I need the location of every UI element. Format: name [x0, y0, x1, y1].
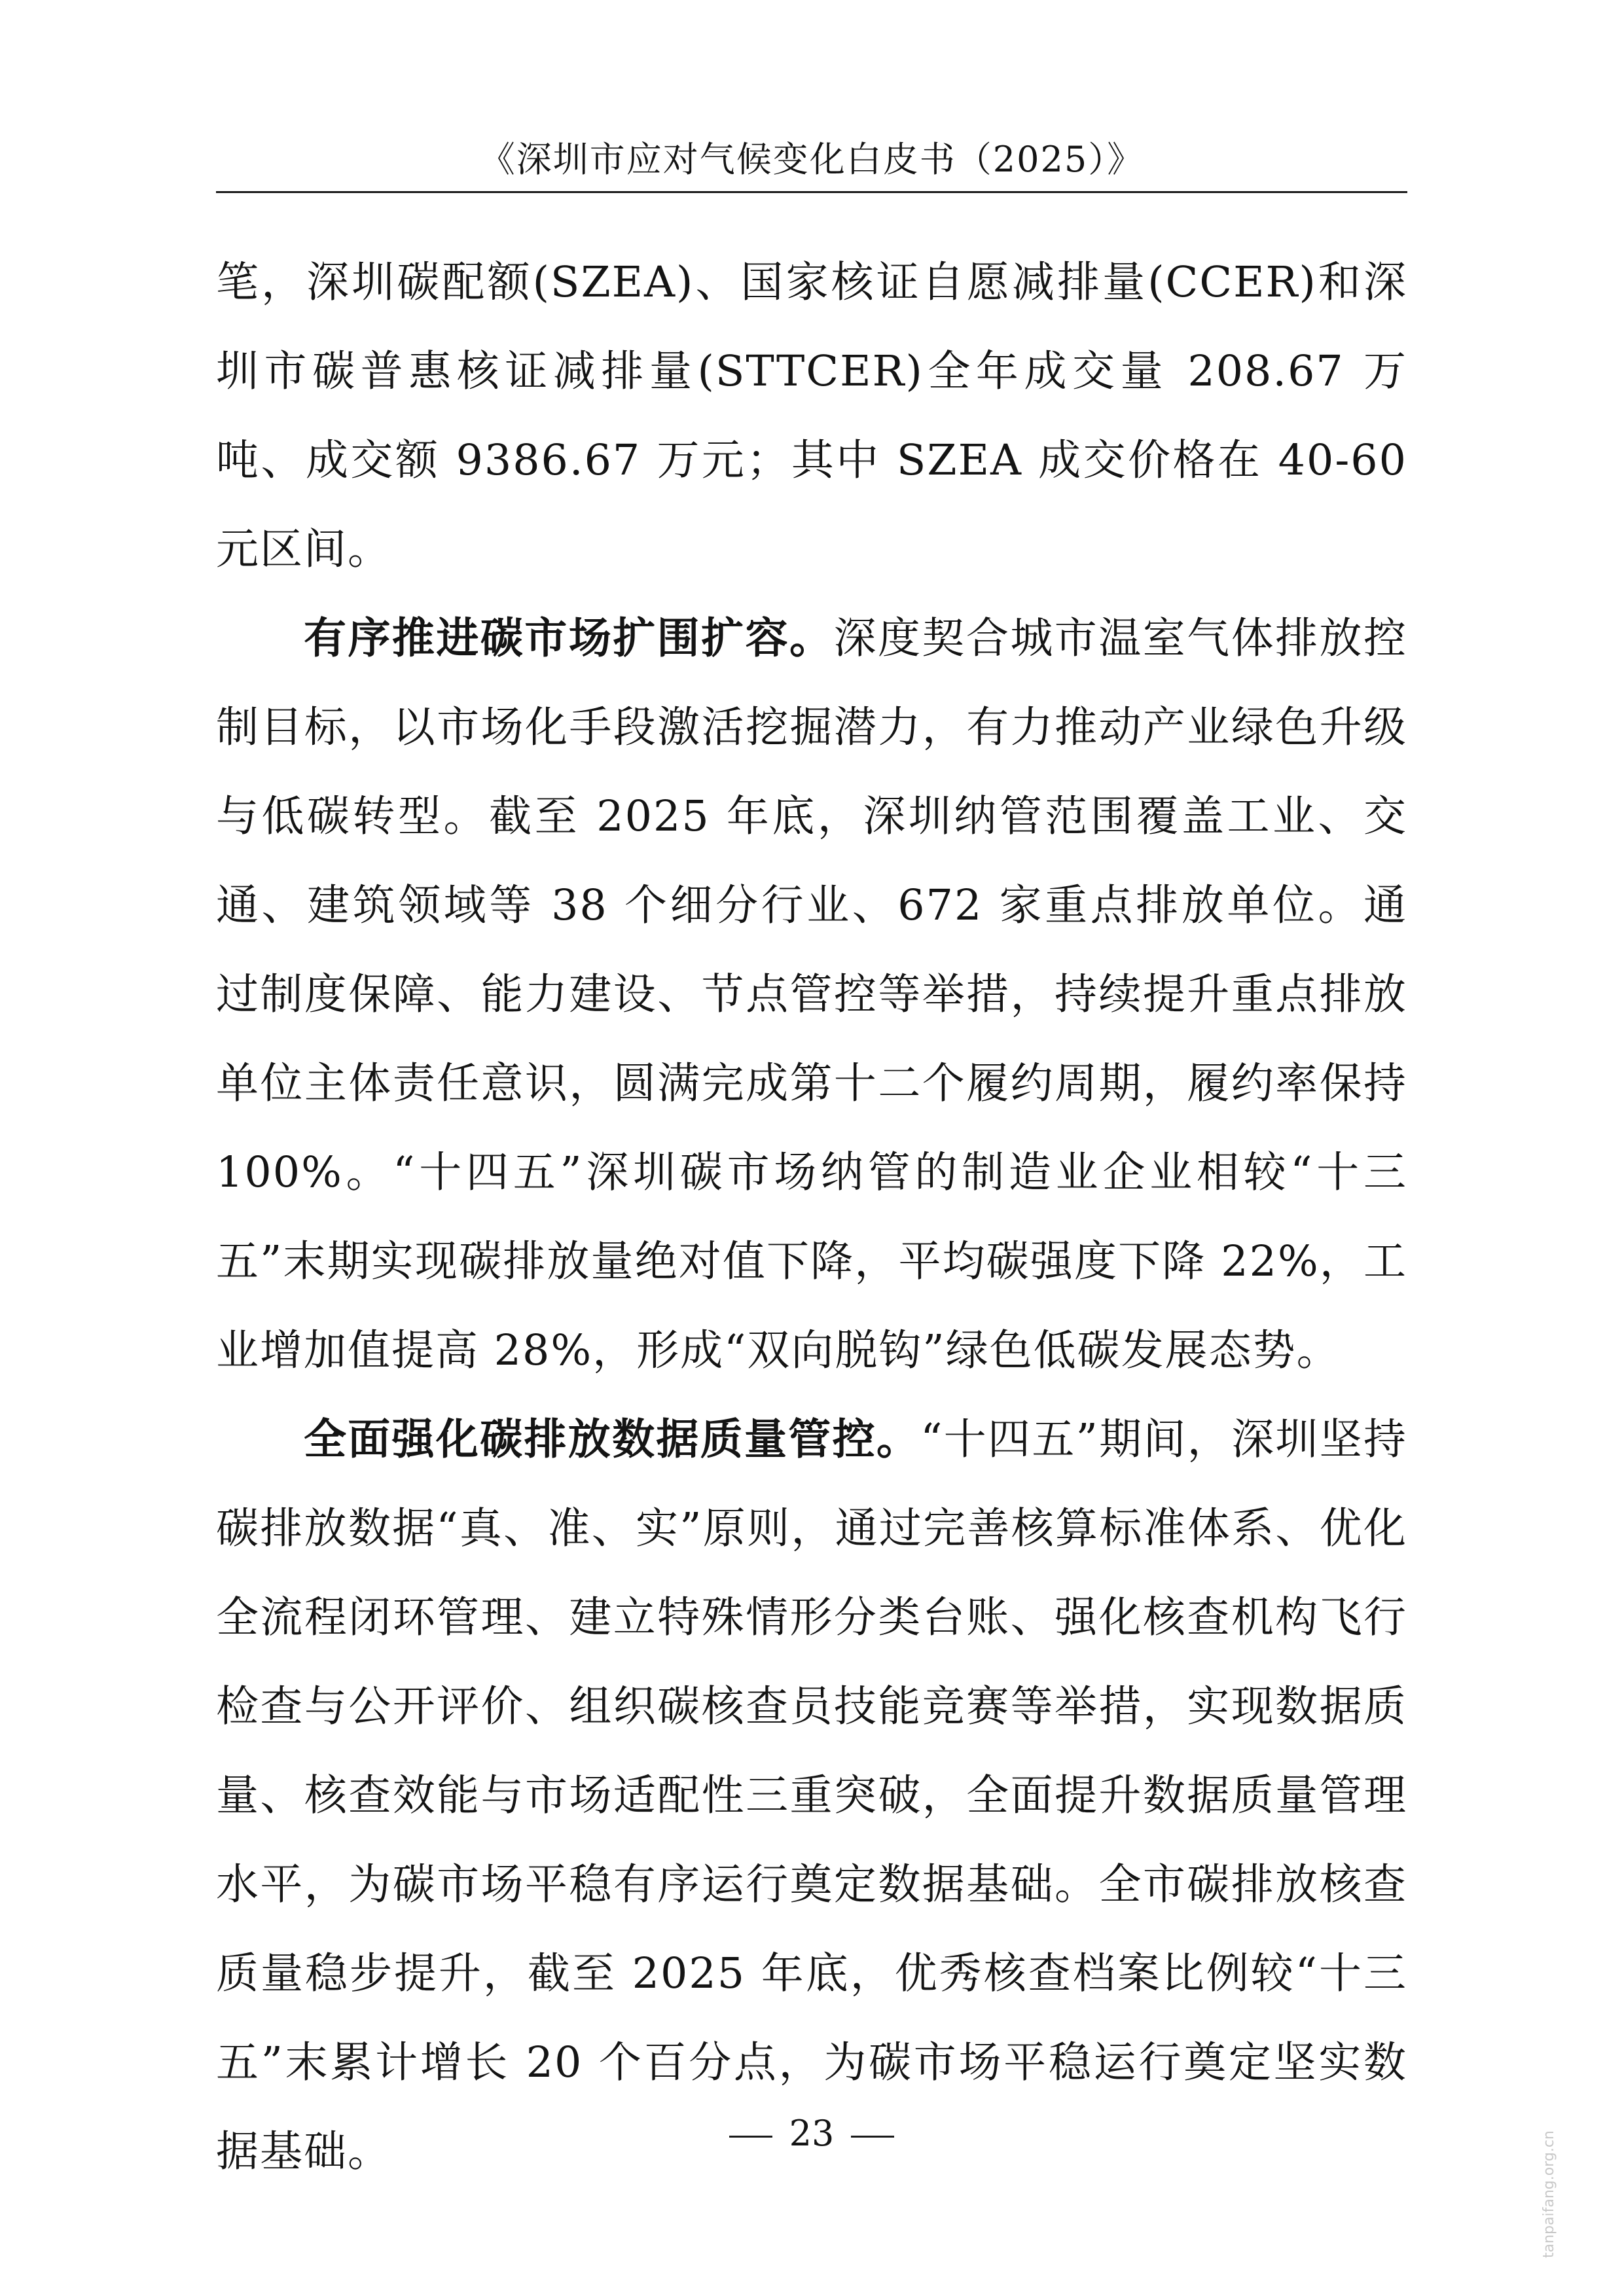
paragraph-data-quality	[216, 1395, 1407, 2197]
page-footer	[216, 2108, 1407, 2160]
paragraph-text: 深度契合城市温室气体排放控制目标，以市场化手段激活挖掘潜力，有力推动产业绿色升级与低碳转型。截至 2025 年底，深圳纳管范围覆盖工业、交通、建筑领域等 38 个细分行业、672 家重点排放单位。通过制度保障、能力建设、节点管控等举措，持续提升重点排放单位主体责任意识，圆满完成第十二个履约周期，履约率保持 100%。“十四五”深圳碳市场纳管的制造业企业相较“十三五”末期实现碳排放量绝对值下降，平均碳强度下降 22%，工业增加值提高 28%，形成“双向脱钩”绿色低碳发展态势。	[216, 614, 1407, 1375]
page-number: 23	[789, 2113, 835, 2154]
paragraph-text: 笔，深圳碳配额(SZEA)、国家核证自愿减排量(CCER)和深圳市碳普惠核证减排量(STTCER)全年成交量 208.67 万吨、成交额 9386.67 万元；其中 SZEA 成交价格在 40-60 元区间。	[216, 258, 1407, 574]
body-text	[216, 238, 1407, 2197]
page-header-title: 《深圳市应对气候变化白皮书（2025）》	[479, 139, 1144, 180]
paragraph-heading: 全面强化碳排放数据质量管控。	[304, 1415, 921, 1464]
paragraph-text: “十四五”期间，深圳坚持碳排放数据“真、准、实”原则，通过完善核算标准体系、优化全流程闭环管理、建立特殊情形分类台账、强化核查机构飞行检查与公开评价、组织碳核查员技能竞赛等举措，实现数据质量、核查效能与市场适配性三重突破，全面提升数据质量管理水平，为碳市场平稳有序运行奠定数据基础。全市碳排放核查质量稳步提升，截至 2025 年底，优秀核查档案比例较“十三五”末累计增长 20 个百分点，为碳市场平稳运行奠定坚实数据基础。	[216, 1415, 1407, 2176]
watermark: tanpaifang.org.cn	[1541, 2130, 1557, 2258]
header-divider	[216, 191, 1407, 193]
footer-dash-right	[851, 2136, 894, 2138]
paragraph-heading: 有序推进碳市场扩围扩容。	[304, 614, 834, 663]
footer-dash-left	[729, 2136, 772, 2138]
paragraph-carbon-market-expansion	[216, 594, 1407, 1395]
paragraph-continuation	[216, 238, 1407, 594]
